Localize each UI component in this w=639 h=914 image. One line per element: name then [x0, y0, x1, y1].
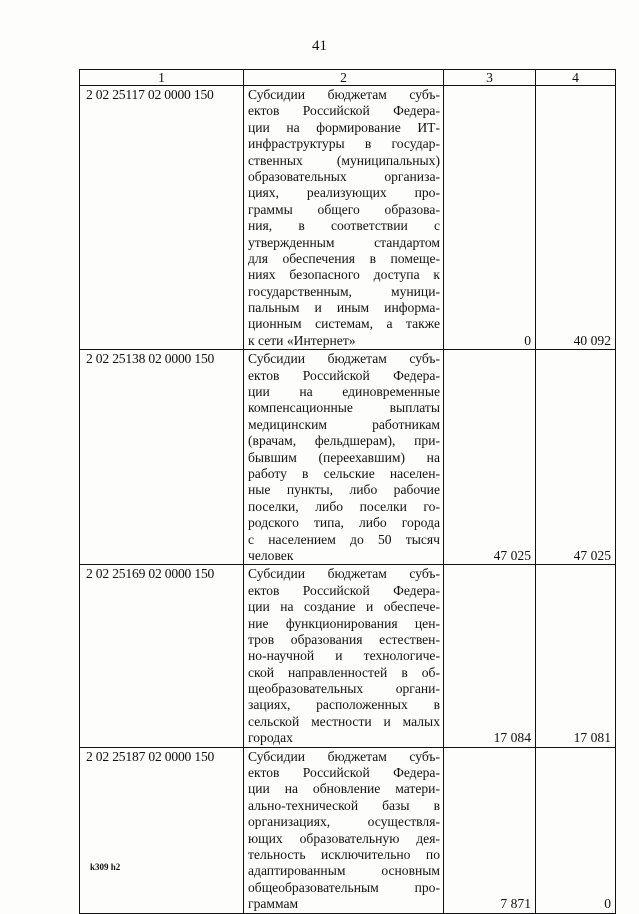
- description-line: ние функционирования цен-: [248, 615, 440, 631]
- description-line: утвержденным стандартом: [248, 234, 440, 250]
- row-description: [244, 86, 444, 350]
- description-line: ектов Российской Федера-: [248, 367, 440, 383]
- description-line: Субсидии бюджетам субъ-: [248, 748, 440, 764]
- description-line: бывшим (переехавшим) на: [248, 449, 440, 465]
- row-value-col4: 40 092: [536, 86, 616, 350]
- row-code: 2 02 25138 02 0000 150: [80, 350, 244, 565]
- description-line: Субсидии бюджетам субъ-: [248, 566, 440, 582]
- description-line: граммам: [248, 896, 299, 912]
- description-line: городах: [248, 730, 293, 746]
- description-line: для обеспечения в помеще-: [248, 250, 440, 266]
- description-line: адаптированным основным: [248, 863, 440, 879]
- row-value-col3: 0: [444, 86, 536, 350]
- description-line: государственным, муници-: [248, 283, 440, 299]
- row-description: [244, 565, 444, 747]
- description-line: Субсидии бюджетам субъ-: [248, 351, 440, 367]
- description-line: ниях безопасного доступа к: [248, 267, 440, 283]
- description-line: ально-технической базы в: [248, 797, 440, 813]
- description-line: общеобразовательным про-: [248, 879, 440, 895]
- row-value-col4: 17 081: [536, 565, 616, 747]
- header-col-2: 2: [244, 70, 444, 86]
- header-col-1: 1: [80, 70, 244, 86]
- description-line: ектов Российской Федера-: [248, 582, 440, 598]
- description-line: ской направленностей в об-: [248, 664, 440, 680]
- description-line: организациях, осуществля-: [248, 814, 440, 830]
- row-value-col3: 17 084: [444, 565, 536, 747]
- description-line: с населением до 50 тысяч: [248, 531, 440, 547]
- table-row: [80, 747, 616, 913]
- description-line: пальным и иным информа-: [248, 300, 440, 316]
- header-col-3: 3: [444, 70, 536, 86]
- header-row: [80, 70, 616, 86]
- description-line: медицинским работникам: [248, 416, 440, 432]
- description-line: ции на единовременные: [248, 384, 440, 400]
- row-code: 2 02 25117 02 0000 150: [80, 86, 244, 350]
- description-line: ции на обновление матери-: [248, 781, 440, 797]
- description-line: образовательных организа-: [248, 168, 440, 184]
- description-line: ектов Российской Федера-: [248, 103, 440, 119]
- description-line: инфраструктуры в государ-: [248, 136, 440, 152]
- description-line: зациях, расположенных в: [248, 697, 440, 713]
- description-line: (врачам, фельдшерам), при-: [248, 433, 440, 449]
- description-line: работу в сельские населен-: [248, 465, 440, 481]
- description-line: ния, в соответствии с: [248, 218, 440, 234]
- description-line: Субсидии бюджетам субъ-: [248, 87, 440, 102]
- header-col-4: 4: [536, 70, 616, 86]
- table-row: [80, 565, 616, 747]
- row-description: [244, 350, 444, 565]
- description-line: ции на формирование ИТ-: [248, 119, 440, 135]
- row-value-col4: 0: [536, 747, 616, 913]
- description-line: ции на создание и обеспече-: [248, 599, 440, 615]
- description-line: человек: [248, 547, 294, 563]
- description-line: циях, реализующих про-: [248, 185, 440, 201]
- description-line: граммы общего образова-: [248, 201, 440, 217]
- description-line: компенсационные выплаты: [248, 400, 440, 416]
- row-value-col4: 47 025: [536, 350, 616, 565]
- row-value-col3: 7 871: [444, 747, 536, 913]
- row-value-col3: 47 025: [444, 350, 536, 565]
- description-line: родского типа, либо города: [248, 515, 440, 531]
- description-line: но-научной и технологиче-: [248, 648, 440, 664]
- description-line: ные пункты, либо рабочие: [248, 482, 440, 498]
- description-line: ционным системам, а также: [248, 316, 440, 332]
- description-line: к сети «Интернет»: [248, 332, 356, 348]
- table-row: [80, 350, 616, 565]
- row-description: [244, 747, 444, 913]
- description-line: щеобразовательных органи-: [248, 681, 440, 697]
- description-line: сельской местности и малых: [248, 713, 440, 729]
- document-footer-code: k309 h2: [90, 862, 121, 872]
- description-line: ектов Российской Федера-: [248, 765, 440, 781]
- table-body: [80, 86, 616, 914]
- row-code: 2 02 25169 02 0000 150: [80, 565, 244, 747]
- description-line: тров образования естествен-: [248, 631, 440, 647]
- table-row: [80, 86, 616, 350]
- page-number: 41: [312, 38, 327, 54]
- description-line: ственных (муниципальных): [248, 152, 440, 168]
- description-line: тельность исключительно по: [248, 846, 440, 862]
- budget-table: [79, 69, 616, 914]
- description-line: поселки, либо поселки го-: [248, 498, 440, 514]
- row-code: 2 02 25187 02 0000 150: [80, 747, 244, 913]
- description-line: ющих образовательную дея-: [248, 830, 440, 846]
